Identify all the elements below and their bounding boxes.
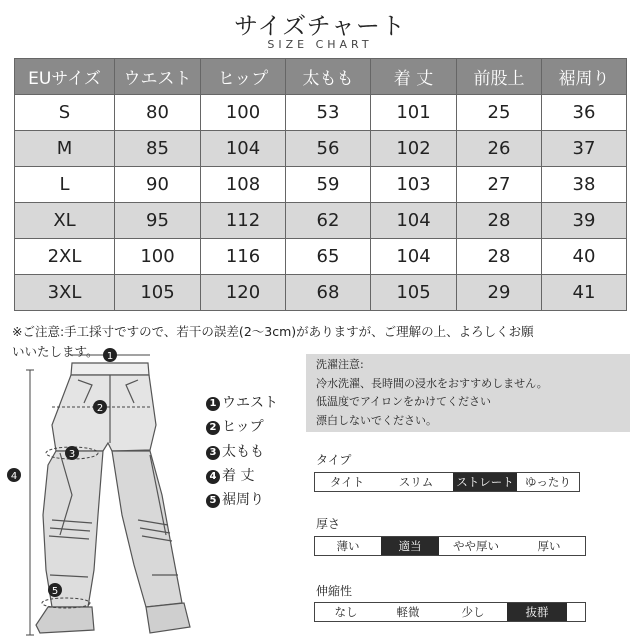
table-cell: 120 (201, 275, 286, 311)
stretch-scale (314, 602, 586, 622)
table-cell: XL (15, 203, 115, 239)
stretch-option: 少し (461, 605, 485, 619)
table-row (15, 203, 627, 239)
type-scale (314, 472, 580, 492)
legend-item-hem (206, 489, 264, 509)
table-cell: 28 (457, 203, 542, 239)
table-cell: 85 (115, 131, 201, 167)
table-cell: M (15, 131, 115, 167)
marker-label: 2 (96, 403, 104, 414)
table-cell: 90 (115, 167, 201, 203)
table-cell: S (15, 95, 115, 131)
table-cell: 105 (371, 275, 457, 311)
pants-illustration (0, 345, 205, 640)
table-cell: 59 (286, 167, 371, 203)
legend-label: ウエスト (222, 395, 278, 411)
size-chart-table (14, 58, 627, 311)
table-cell: 56 (286, 131, 371, 167)
legend-label: 着 丈 (222, 468, 255, 484)
table-cell: 29 (457, 275, 542, 311)
marker-label: 1 (106, 351, 114, 362)
table-cell: 101 (371, 95, 457, 131)
table-cell: 104 (201, 131, 286, 167)
table-cell: 116 (201, 239, 286, 275)
legend-item-thigh (206, 441, 264, 461)
type-option-selected: ストレート (453, 473, 517, 491)
table-cell: L (15, 167, 115, 203)
type-option: スリム (398, 475, 434, 489)
legend-item-hip (206, 416, 264, 436)
type-option: タイト (329, 475, 365, 489)
table-cell: 40 (542, 239, 627, 275)
wash-line: 低温度でアイロンをかけてください (316, 395, 492, 408)
table-cell: 62 (286, 203, 371, 239)
type-label: タイプ (316, 453, 352, 467)
table-cell: 2XL (15, 239, 115, 275)
note-line: ※ご注意:手工採寸ですので、若干の誤差(2〜3cm)がありますが、ご理解の上、よろしくお願 (12, 324, 534, 339)
legend-label: 裾周り (222, 492, 264, 508)
table-row (15, 131, 627, 167)
page-subtitle: SIZE CHART (267, 38, 373, 51)
number-4-icon: 4 (206, 470, 220, 484)
page-title: サイズチャート (234, 12, 406, 40)
number-5-icon: 5 (206, 494, 220, 508)
stretch-option: なし (334, 605, 358, 619)
header-thigh: 太もも (286, 59, 371, 95)
thickness-label: 厚さ (316, 517, 341, 531)
legend-label: ヒップ (222, 419, 264, 435)
type-option: ゆったり (525, 475, 571, 489)
table-cell: 27 (457, 167, 542, 203)
legend-item-length (206, 465, 254, 485)
table-cell: 103 (371, 167, 457, 203)
table-cell: 104 (371, 203, 457, 239)
header-hem: 裾周り (542, 59, 627, 95)
table-row (15, 275, 627, 311)
wash-line: 冷水洗濯、長時間の浸水をおすすめしません。 (316, 376, 548, 390)
table-cell: 105 (115, 275, 201, 311)
table-cell: 26 (457, 131, 542, 167)
marker-label: 3 (68, 449, 76, 460)
table-cell: 102 (371, 131, 457, 167)
thickness-option: 厚い (537, 539, 561, 553)
table-cell: 80 (115, 95, 201, 131)
table-cell: 104 (371, 239, 457, 275)
number-2-icon: 2 (206, 421, 220, 435)
table-cell: 100 (115, 239, 201, 275)
table-row (15, 239, 627, 275)
number-1-icon: 1 (206, 397, 220, 411)
washing-instructions (306, 354, 630, 432)
table-cell: 41 (542, 275, 627, 311)
table-cell: 108 (201, 167, 286, 203)
table-cell: 38 (542, 167, 627, 203)
marker-label: 5 (51, 586, 59, 597)
stretch-option: 軽微 (396, 605, 420, 619)
table-cell: 68 (286, 275, 371, 311)
thickness-option: やや厚い (453, 539, 499, 553)
header-front-rise: 前股上 (457, 59, 542, 95)
legend-label: 太もも (222, 444, 264, 460)
table-header-row (15, 59, 627, 95)
table-cell: 37 (542, 131, 627, 167)
table-cell: 112 (201, 203, 286, 239)
header-length: 着 丈 (371, 59, 457, 95)
note-line: いいたします。 (12, 344, 99, 359)
thickness-option: 薄い (336, 539, 360, 553)
header-hip: ヒップ (201, 59, 286, 95)
thickness-scale (314, 536, 586, 556)
thickness-option-selected: 適当 (381, 537, 439, 555)
marker-label: 4 (10, 471, 18, 482)
table-cell: 65 (286, 239, 371, 275)
legend-item-waist (206, 392, 278, 412)
table-cell: 25 (457, 95, 542, 131)
table-cell: 39 (542, 203, 627, 239)
table-cell: 36 (542, 95, 627, 131)
header-size: EUサイズ (15, 59, 115, 95)
table-row (15, 167, 627, 203)
wash-title: 洗濯注意: (316, 358, 364, 371)
stretch-label: 伸縮性 (316, 584, 353, 598)
table-cell: 3XL (15, 275, 115, 311)
stretch-option-selected: 抜群 (507, 603, 567, 621)
table-cell: 28 (457, 239, 542, 275)
number-3-icon: 3 (206, 446, 220, 460)
table-row (15, 95, 627, 131)
table-cell: 95 (115, 203, 201, 239)
table-cell: 100 (201, 95, 286, 131)
table-cell: 53 (286, 95, 371, 131)
wash-line: 漂白しないでください。 (316, 413, 437, 427)
header-waist: ウエスト (115, 59, 201, 95)
